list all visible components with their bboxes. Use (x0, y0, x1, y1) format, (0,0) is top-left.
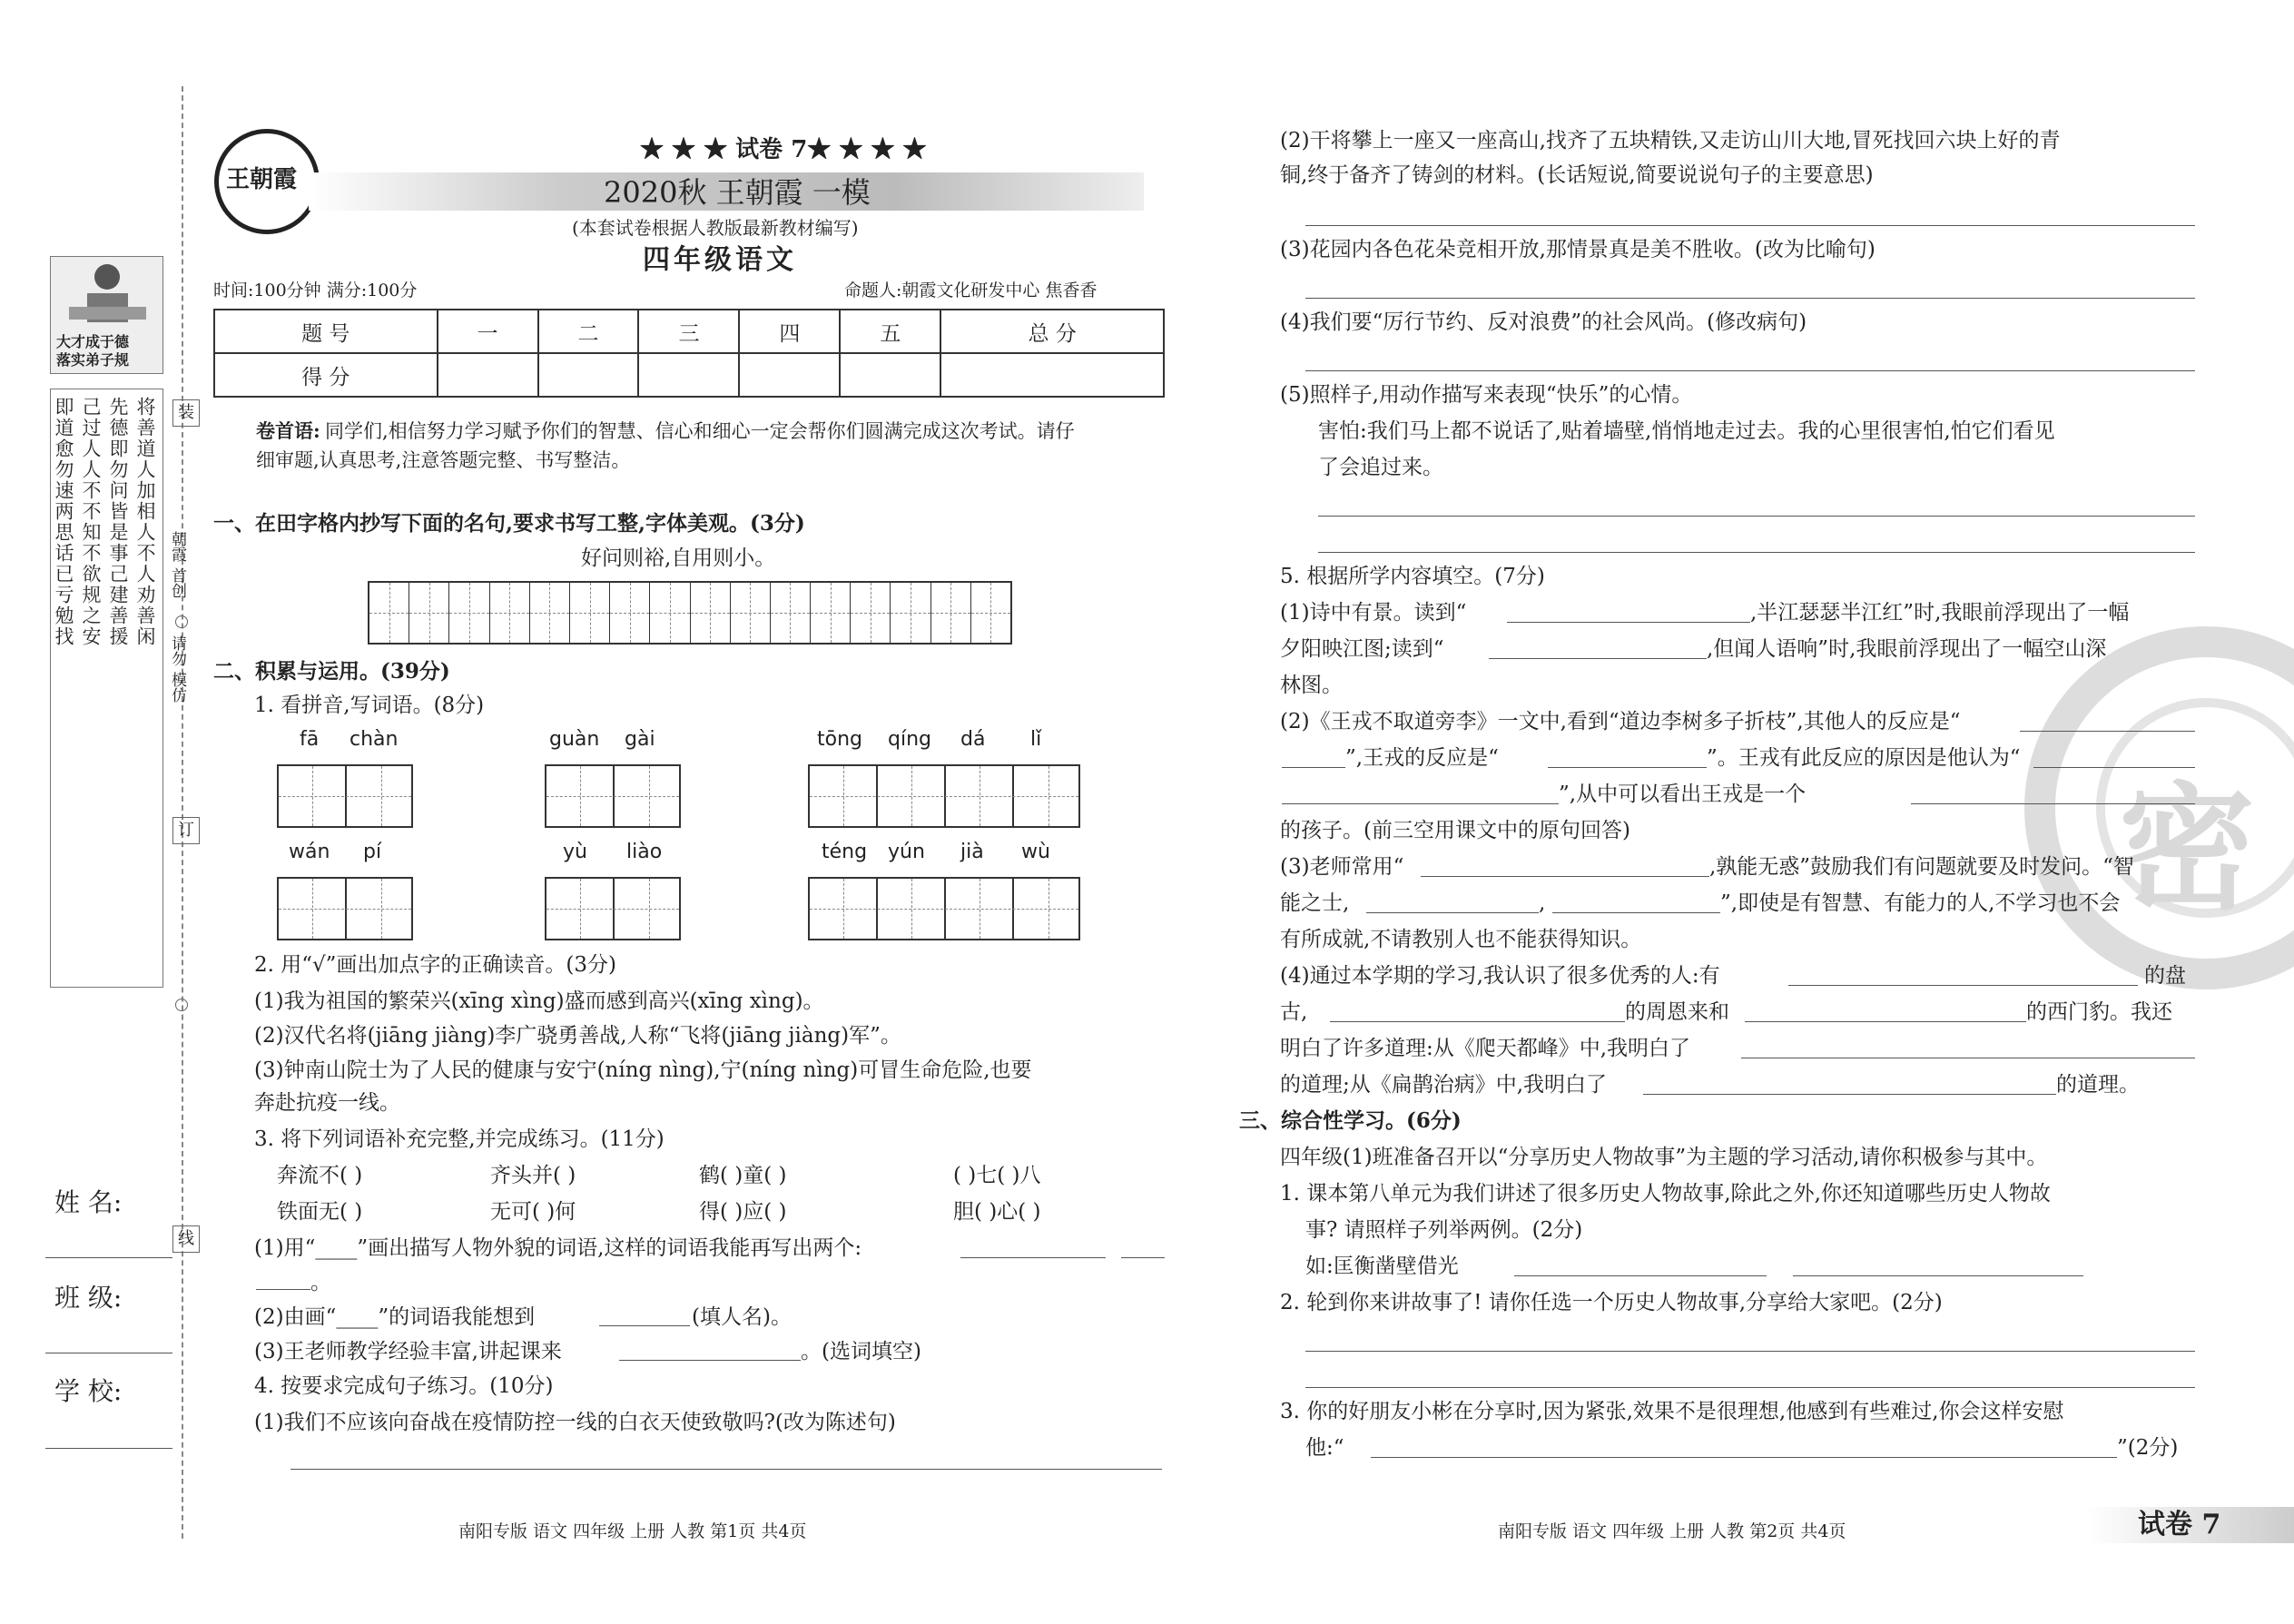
score-header: 五 (840, 310, 940, 353)
idiom-blank[interactable]: 齐头并( ) (490, 1164, 576, 1187)
section-3-intro: 四年级(1)班准备召开以“分享历史人物故事”为主题的学习活动,请你积极参与其中。 (1280, 1146, 2048, 1169)
score-header: 题 号 (214, 310, 438, 353)
pinyin: pí (363, 841, 382, 863)
anti-copy-note: 首创 (168, 567, 186, 598)
idiom-blank[interactable]: 鹤( )童( ) (699, 1164, 787, 1187)
question-4: 4. 按要求完成句子练习。(10分) (254, 1374, 554, 1398)
sentence-item: (4)我们要“厉行节约、反对浪费”的社会风尚。(修改病句) (1280, 310, 1807, 334)
fill-text: , (1539, 891, 1546, 915)
score-cell[interactable] (739, 353, 840, 397)
idiom-blank[interactable]: 奔流不( ) (277, 1164, 363, 1187)
poem-col: 将善道人加相人不人劝善闲 (134, 397, 156, 647)
school-label: 学 校: (54, 1376, 123, 1406)
binding-hole-icon (175, 999, 188, 1011)
answer-blank[interactable] (1282, 803, 1559, 804)
example-text: 如:匡衡凿壁借光 (1305, 1255, 1459, 1278)
question-3-2: 2. 轮到你来讲故事了! 请你任选一个历史人物故事,分享给大家吧。(2分) (1280, 1291, 1943, 1314)
paper-note: (本套试卷根据人教版最新教材编写) (572, 217, 859, 239)
intro-text: 细审题,认真思考,注意答题完整、书写整洁。 (256, 449, 631, 471)
score-cell[interactable] (940, 353, 1164, 397)
answer-blank[interactable] (1788, 985, 2138, 986)
poem-title-1: 大才成于德 (56, 333, 130, 350)
sentence-item: (5)照样子,用动作描写来表现“快乐”的心情。 (1280, 383, 1693, 407)
intro-label: 卷首语: (256, 419, 320, 442)
section-3-title: 三、综合性学习。(6分) (1239, 1108, 1462, 1133)
answer-line[interactable] (1305, 1387, 2195, 1388)
answer-line[interactable] (1305, 225, 2195, 226)
fill-text: 有所成就,不请教别人也不能获得知识。 (1280, 928, 1642, 951)
score-header: 一 (438, 310, 538, 353)
scholar-icon (51, 257, 164, 339)
question-3-item: (1)用“____”画出描写人物外貌的词语,这样的词语我能再写出两个: (254, 1236, 862, 1260)
question-2-item: (3)钟南山院士为了人民的健康与安宁(níng nìng),宁(níng nìng)可冒生命危险,也要 (254, 1058, 1032, 1082)
score-header: 四 (739, 310, 840, 353)
poem-col: 己过人人不不知不欲规之安 (80, 397, 102, 647)
anti-copy-note: 模仿 (168, 672, 186, 703)
answer-blank[interactable] (1507, 622, 1750, 623)
fill-text: 的孩子。(前三空用课文中的原句回答) (1280, 819, 1630, 842)
answer-blank[interactable] (1745, 1021, 2026, 1022)
answer-line[interactable] (1318, 516, 2195, 517)
intro-text: 同学们,相信努力学习赋予你们的智慧、信心和细心一定会帮你们圆满完成这次考试。请仔 (325, 420, 1075, 442)
example-text: 害怕:我们马上都不说话了,贴着墙壁,悄悄地走过去。我的心里很害怕,怕它们看见 (1318, 419, 2055, 443)
anti-copy-note: 请勿 (168, 635, 186, 666)
answer-blank[interactable] (1371, 1457, 2117, 1458)
idiom-blank[interactable]: ( )七( )八 (953, 1164, 1041, 1187)
stamp-char: 密 (2119, 769, 2256, 929)
fill-text: (2)《王戎不取道旁李》一文中,看到“道边李树多子折枝”,其他人的反应是“ (1280, 710, 1961, 733)
answer-blank[interactable] (1121, 1257, 1165, 1258)
section-1-title: 一、在田字格内抄写下面的名句,要求书写工整,字体美观。(3分) (213, 511, 805, 536)
pinyin: chàn (350, 728, 399, 751)
anti-copy-note: 朝霞 (168, 531, 186, 562)
fill-text: (3)老师常用“ (1280, 855, 1404, 879)
score-header: 二 (538, 310, 639, 353)
section-2-title: 二、积累与运用。(39分) (213, 659, 450, 684)
score-cell[interactable] (638, 353, 739, 397)
question-3-item: (2)由画“____”的词语我能想到 (254, 1305, 536, 1329)
poem-col: 先德即勿问皆是事己建善援 (107, 397, 129, 647)
question-3-3: 3. 你的好朋友小彬在分享时,因为紧张,效果不是很理想,他感到有些难过,你会这样安慰 (1280, 1400, 2064, 1423)
pinyin: yún (888, 841, 925, 863)
page-footer-right: 南阳专版 语文 四年级 上册 人教 第2页 共4页 (1498, 1521, 1846, 1541)
binding-hole-icon (175, 615, 188, 628)
answer-blank[interactable] (1911, 803, 2195, 804)
subject-title: 四年级语文 (643, 244, 797, 276)
sentence-item: 铜,终于备齐了铸剑的材料。(长话短说,简要说说句子的主要意思) (1280, 163, 1874, 187)
fill-text: 的盘 (2144, 964, 2186, 988)
question-3-3: ”(2分) (2117, 1436, 2179, 1460)
corner-paper-label: 试卷 7 (2138, 1509, 2221, 1540)
class-label: 班 级: (54, 1283, 123, 1313)
fill-text: ”,从中可以看出王戎是一个 (1559, 782, 1807, 806)
sentence-item: (2)干将攀上一座又一座高山,找齐了五块精铁,又走访山川大地,冒死找回六块上好的青 (1280, 129, 2061, 153)
seal-mark: 装 (172, 399, 200, 427)
question-3-item: 。(选词填空) (801, 1340, 921, 1363)
fill-text: ”,王戎的反应是“ (1345, 746, 1499, 770)
question-3-1: 事? 请照样子列举两例。(2分) (1305, 1218, 1583, 1242)
pinyin: dá (960, 728, 986, 751)
pinyin: yù (563, 841, 587, 863)
name-label: 姓 名: (54, 1187, 123, 1217)
fill-text: ,孰能无惑”鼓励我们有问题就要及时发问。“智 (1709, 855, 2134, 879)
name-field[interactable] (45, 1257, 172, 1258)
answer-grid[interactable] (277, 877, 413, 940)
pinyin: jià (960, 841, 984, 863)
fill-text: 明白了许多道理:从《爬天都峰》中,我明白了 (1280, 1037, 1691, 1060)
answer-blank[interactable] (960, 1257, 1106, 1258)
answer-blank[interactable] (2033, 767, 2195, 768)
answer-grid[interactable] (545, 877, 681, 940)
logo-badge (214, 129, 320, 234)
score-cell[interactable] (438, 353, 538, 397)
time-info: 时间:100分钟 满分:100分 (213, 281, 418, 300)
fill-text: (4)通过本学期的学习,我认识了很多优秀的人:有 (1280, 964, 1720, 988)
fill-text: ”,即使是有智慧、有能力的人,不学习也不会 (1720, 891, 2121, 915)
paper-title: 2020秋 王朝霞 一模 (604, 175, 871, 210)
question-2-item: (1)我为祖国的繁荣兴(xīng xìng)盛而感到高兴(xīng xìng)。 (254, 989, 824, 1013)
fill-text: (1)诗中有景。读到“ (1280, 601, 1467, 625)
poem-title-2: 落实弟子规 (56, 351, 130, 369)
pinyin: téng (822, 841, 868, 863)
fill-text: 能之士, (1280, 891, 1350, 915)
score-row-label: 得 分 (214, 353, 438, 397)
idiom-blank[interactable]: 无可( )何 (490, 1200, 576, 1224)
answer-grid[interactable] (808, 764, 1080, 828)
answer-grid[interactable] (808, 877, 1080, 940)
answer-blank[interactable] (1643, 1094, 2056, 1095)
answer-blank[interactable] (599, 1325, 690, 1326)
sentence-item: (3)花园内各色花朵竞相开放,那情景真是美不胜收。(改为比喻句) (1280, 238, 1876, 261)
answer-grid[interactable] (545, 764, 681, 828)
answer-blank[interactable] (1282, 767, 1345, 768)
score-header: 总 分 (940, 310, 1164, 353)
question-4-item: (1)我们不应该向奋战在疫情防控一线的白衣天使致敬吗?(改为陈述句) (254, 1411, 896, 1434)
question-2-item: (2)汉代名将(jiāng jiàng)李广骁勇善战,人称“飞将(jiāng jiàng)军”。 (254, 1024, 901, 1048)
pinyin: lǐ (1030, 728, 1042, 751)
sidebar-figure (50, 256, 163, 374)
answer-line[interactable] (1305, 1351, 2195, 1352)
poem-col: 即道愈勿速两思话已亏勉找 (53, 397, 74, 647)
fill-text: 夕阳映江图;读到“ (1280, 637, 1444, 661)
answer-grid[interactable] (277, 764, 413, 828)
score-cell[interactable] (538, 353, 639, 397)
answer-blank[interactable] (256, 1289, 310, 1290)
tianzige-grid[interactable] (368, 581, 1012, 645)
fill-text: ,半江瑟瑟半江红”时,我眼前浮现出了一幅 (1750, 601, 2130, 625)
pinyin: guàn (549, 728, 600, 751)
page-footer-left: 南阳专版 语文 四年级 上册 人教 第1页 共4页 (458, 1521, 807, 1541)
answer-blank[interactable] (1421, 876, 1709, 877)
pinyin: gài (625, 728, 655, 751)
question-2: 2. 用“√”画出加点字的正确读音。(3分) (254, 953, 617, 977)
pinyin: qíng (888, 728, 931, 751)
copy-quote: 好问则裕,自用则小。 (581, 546, 776, 570)
idiom-blank[interactable]: 铁面无( ) (277, 1200, 363, 1224)
fill-text: 古, (1280, 1000, 1308, 1024)
paper-number: ★ ★ ★ 试卷 7★ ★ ★ ★ (640, 136, 927, 163)
fill-text: 的周恩来和 (1625, 1000, 1729, 1024)
binding-dash-line (182, 86, 183, 1539)
score-header: 三 (638, 310, 739, 353)
answer-blank[interactable] (1330, 1021, 1625, 1022)
answer-blank[interactable] (2020, 731, 2195, 732)
question-3-item: (3)王老师教学经验丰富,讲起课来 (254, 1340, 562, 1363)
answer-blank[interactable] (1548, 767, 1707, 768)
question-3-item: 。 (310, 1271, 331, 1294)
fill-text: ”。王戎有此反应的原因是他认为“ (1707, 746, 2021, 770)
fill-text: 的西门豹。我还 (2026, 1000, 2172, 1024)
score-table (213, 309, 1165, 398)
fill-text: 的道理。 (2056, 1073, 2140, 1097)
pinyin: wán (289, 841, 330, 863)
pinyin: wù (1021, 841, 1050, 863)
question-1: 1. 看拼音,写词语。(8分) (254, 694, 485, 717)
question-5: 5. 根据所学内容填空。(7分) (1280, 565, 1545, 588)
answer-blank[interactable] (1489, 658, 1707, 659)
example-text: 了会追过来。 (1318, 456, 1443, 479)
watermark-stamp (2024, 626, 2294, 989)
answer-blank[interactable] (1514, 1275, 1767, 1276)
score-cell[interactable] (840, 353, 940, 397)
question-3-item: (填人名)。 (692, 1305, 792, 1329)
pinyin: liào (626, 841, 663, 863)
school-field[interactable] (45, 1448, 172, 1449)
answer-line[interactable] (290, 1469, 1162, 1470)
answer-line[interactable] (1305, 298, 2195, 299)
answer-line[interactable] (1318, 552, 2195, 553)
answer-blank[interactable] (1552, 912, 1720, 913)
seal-mark: 订 (172, 817, 200, 844)
fill-text: 林图。 (1280, 674, 1343, 697)
answer-blank[interactable] (1793, 1275, 2083, 1276)
author-info: 命题人:朝霞文化研发中心 焦香香 (844, 281, 1098, 300)
poem-box (50, 389, 163, 988)
logo-text: 王朝霞 (226, 166, 298, 193)
pinyin: fā (300, 728, 320, 751)
seal-mark: 线 (172, 1225, 200, 1253)
question-2-item: 奔赴抗疫一线。 (254, 1091, 400, 1115)
fill-text: ,但闻人语响”时,我眼前浮现出了一幅空山深 (1707, 637, 2107, 661)
answer-blank[interactable] (1366, 912, 1539, 913)
answer-blank[interactable] (619, 1360, 801, 1361)
question-3-3: 他:“ (1305, 1436, 1344, 1460)
fill-text: 的道理;从《扁鹊治病》中,我明白了 (1280, 1073, 1608, 1097)
idiom-blank[interactable]: 得( )应( ) (699, 1200, 787, 1224)
question-3-1: 1. 课本第八单元为我们讲述了很多历史人物故事,除此之外,你还知道哪些历史人物故 (1280, 1182, 2051, 1206)
pinyin: tōng (817, 728, 862, 751)
answer-line[interactable] (1305, 370, 2195, 371)
idiom-blank[interactable]: 胆( )心( ) (953, 1200, 1041, 1224)
question-3: 3. 将下列词语补充完整,并完成练习。(11分) (254, 1127, 665, 1151)
